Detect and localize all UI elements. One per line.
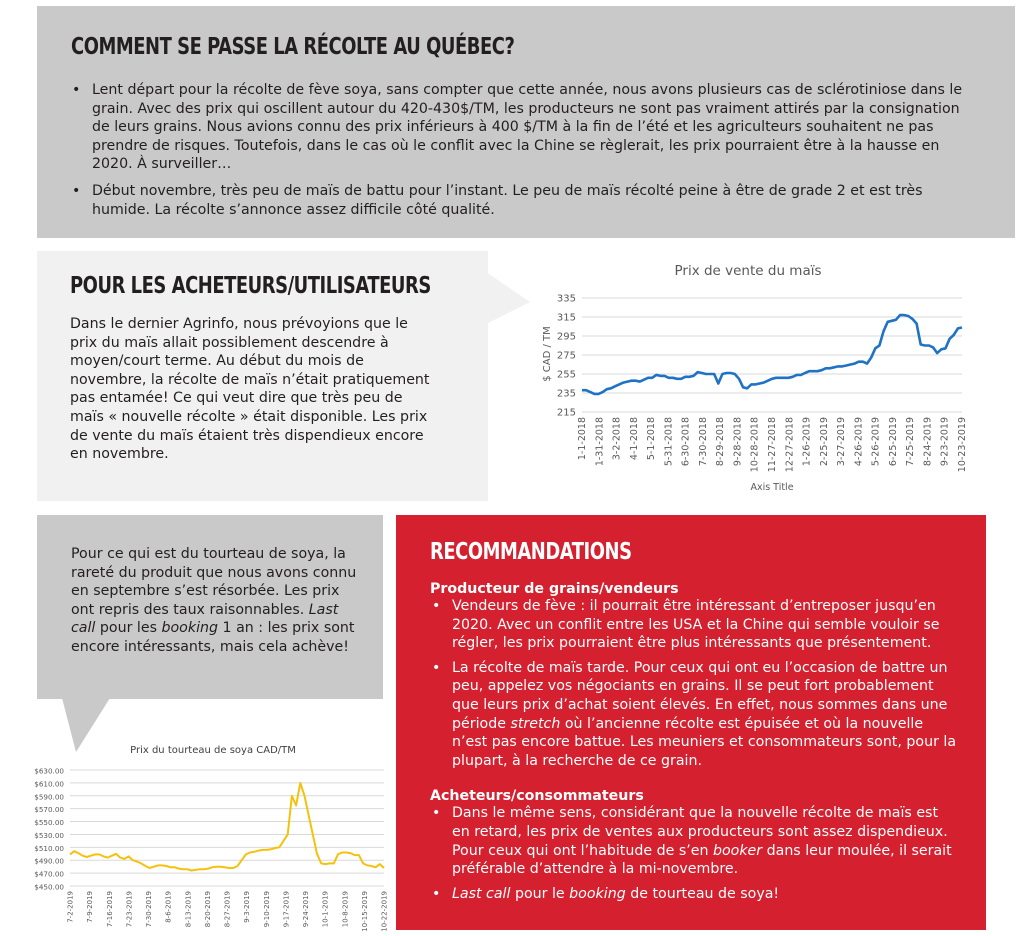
soy-ytick-label: $530.00 (34, 830, 64, 840)
buyer-bullet-soymeal-b: de tourteau de soya! (625, 885, 780, 902)
corn-ytick-label: 335 (556, 293, 576, 305)
buyers-title: POUR LES ACHETEURS/UTILISATEURS (70, 273, 431, 299)
corn-chart-xlabel: Axis Title (750, 482, 794, 493)
soy-xtick-label: 9-10-2019 (262, 891, 271, 928)
soymeal-text (71, 545, 361, 657)
soy-ytick-label: $630.00 (34, 766, 64, 776)
corn-ytick-label: 255 (556, 369, 576, 381)
soy-xtick-label: 10-1-2019 (321, 891, 330, 928)
producer-bullet-corn-stretch: stretch (510, 715, 561, 732)
soy-xtick-label: 8-27-2019 (223, 891, 232, 928)
corn-xtick-label: 10-28-2018 (749, 417, 761, 473)
corn-xtick-label: 5-31-2018 (663, 417, 675, 467)
corn-xtick-label: 5-1-2018 (646, 417, 658, 461)
buyer-bullet-soymeal-a: pour le (510, 885, 570, 902)
corn-xtick-label: 8-24-2019 (922, 417, 934, 467)
producer-bullet-soy: • Vendeurs de fève : il pourrait être intéressant d’entreposer jusqu’en 2020. Avec un conflit entre les USA et la Chine qui semble vouloir se régler, les prix pourraient être plus intéressants que présentement. (430, 597, 960, 653)
soymeal-text-lastcall: Last call (71, 601, 339, 637)
soy-xtick-label: 7-2-2019 (66, 891, 75, 923)
soy-xtick-label: 10-22-2019 (380, 891, 389, 932)
soy-xtick-label: 7-23-2019 (125, 891, 134, 928)
soy-xtick-label: 9-24-2019 (302, 891, 310, 928)
soy-ytick-label: $470.00 (34, 869, 64, 879)
corn-xtick-label: 9-28-2018 (732, 417, 744, 467)
soy-ytick-label: $550.00 (34, 818, 64, 828)
corn-ytick-label: 275 (556, 350, 576, 362)
soy-xtick-label: 7-30-2019 (145, 891, 153, 928)
buyer-bullet-soymeal (430, 885, 960, 904)
buyer-bullet-booking: booking (569, 885, 626, 902)
corn-xtick-label: 5-26-2019 (870, 417, 882, 467)
soy-ytick-label: $490.00 (34, 856, 64, 866)
soy-xtick-label: 8-6-2019 (164, 891, 173, 923)
corn-xtick-label: 1-31-2018 (594, 417, 606, 467)
corn-ytick-label: 295 (556, 331, 576, 343)
corn-xtick-label: 3-27-2019 (836, 417, 848, 467)
quebec-harvest-box (37, 6, 1015, 238)
quebec-harvest-list (70, 81, 970, 219)
soy-xtick-label: 10-8-2019 (341, 891, 350, 928)
corn-xtick-label: 6-25-2019 (887, 417, 899, 467)
corn-xtick-label: 2-25-2019 (818, 417, 830, 467)
soy-ytick-label: $450.00 (34, 882, 64, 892)
recommendations-content (430, 581, 960, 903)
buyer-bullet-corn-a: Dans le même sens, considérant que la nouvelle récolte de maïs est en retard, les prix de ventes aux producteurs sont assez dispendieux. Pour ceux qui ont l’habitude de s’en (452, 805, 948, 859)
corn-xtick-label: 7-25-2019 (905, 417, 917, 467)
buyer-bullet-corn-booker: booker (712, 842, 763, 859)
soy-xtick-label: 8-20-2019 (203, 891, 212, 928)
soy-ytick-label: $570.00 (34, 805, 64, 815)
buyer-list (430, 804, 960, 903)
corn-xtick-label: 3-2-2018 (611, 417, 623, 461)
soy-ytick-label: $590.00 (34, 792, 64, 802)
soymeal-text-booking: booking (161, 620, 219, 637)
soy-chart-title: Prix du tourteau de soya CAD/TM (130, 745, 296, 756)
soymeal-box (37, 515, 383, 699)
soy-ytick-label: $610.00 (34, 779, 64, 789)
corn-xtick-label: 6-30-2018 (680, 417, 692, 467)
producer-bullet-corn (430, 659, 960, 771)
corn-xtick-label: 4-26-2019 (853, 417, 865, 467)
producer-heading: Producteur de grains/vendeurs (430, 581, 679, 597)
corn-chart-title: Prix de vente du maïs (674, 263, 822, 279)
corn-ytick-label: 215 (556, 407, 576, 419)
corn-xtick-label: 1-1-2018 (577, 417, 588, 461)
corn-price-chart (530, 250, 995, 502)
recommendations-box (396, 515, 986, 930)
soy-xtick-label: 8-13-2019 (184, 891, 193, 928)
soymeal-text-1: Pour ce qui est du tourteau de soya, la rareté du produit que nous avons connu en septembre s’est résorbée. Les prix ont repris des taux raisonnables. (71, 546, 357, 618)
corn-chart-ylabel: $ CAD / TM (542, 326, 553, 382)
soy-xtick-label: 9-3-2019 (243, 891, 252, 923)
soymeal-text-3: 1 an : les prix sont encore intéressants, mais cela achève! (71, 620, 355, 655)
buyer-bullet-corn-b: dans leur moulée, il serait préférable d’attendre à la mi-novembre. (452, 842, 952, 878)
quebec-harvest-title: COMMENT SE PASSE LA RÉCOLTE AU QUÉBEC? (71, 34, 515, 60)
buyers-text: Dans le dernier Agrinfo, nous prévoyions que le prix du maïs allait possiblement descendre à moyen/court terme. Au début du mois de novembre, la récolte de maïs n’était pratiquement pas entamée! Ce qui veut dire que très peu de maïs « nouvelle récolte » était disponible. Les prix de vente du maïs étaient très dispendieux encore en novembre. (70, 316, 430, 463)
quebec-bullet-corn: • Début novembre, très peu de maïs de battu pour l’instant. Le peu de maïs récolté peine à être de grade 2 et est très humide. La récolte s’annonce assez difficile côté qualité. (70, 182, 970, 219)
corn-xtick-label: 4-1-2018 (628, 417, 640, 461)
corn-xtick-label: 9-23-2019 (939, 417, 951, 467)
soy-ytick-label: $510.00 (34, 843, 64, 853)
soymeal-text-2: pour les (95, 620, 162, 637)
buyers-bubble-pointer (486, 272, 536, 332)
soy-xtick-label: 10-15-2019 (360, 891, 369, 932)
soy-xtick-label: 9-17-2019 (282, 891, 291, 928)
corn-xtick-label: 7-30-2018 (697, 417, 709, 467)
corn-xtick-label: 12-27-2018 (784, 417, 796, 473)
soy-xtick-label: 7-9-2019 (86, 891, 95, 923)
recommendations-title: RECOMMANDATIONS (430, 539, 632, 565)
corn-xtick-label: 10-23-2019 (957, 417, 968, 473)
buyer-heading: Acheteurs/consommateurs (430, 788, 644, 805)
corn-ytick-label: 315 (556, 312, 576, 324)
quebec-bullet-soy: • Lent départ pour la récolte de fève soya, sans compter que cette année, nous avons plusieurs cas de sclérotiniose dans le grain. Avec des prix qui oscillent autour du 420-430$/TM, les producteurs ne sont pas vraiment attirés par la consignation de leurs grains. Nous avions connu des prix inférieurs à 400 $/TM à la fin de l’été et les agriculteurs souhaitent ne pas prendre de risques. Toutefois, dans le cas où le conflit avec la Chine se règlerait, les prix pourraient être à la hausse en 2020. À surveiller… (70, 81, 970, 174)
producer-list (430, 597, 960, 770)
buyer-bullet-lastcall: Last call (452, 885, 511, 902)
corn-ytick-label: 235 (556, 388, 576, 400)
corn-xtick-label: 1-26-2019 (801, 417, 813, 467)
buyers-box (37, 251, 488, 501)
corn-xtick-label: 11-27-2018 (767, 417, 778, 473)
soy-xtick-label: 7-16-2019 (105, 891, 114, 928)
soymeal-price-chart (30, 736, 389, 936)
producer-bullet-corn-a: La récolte de maïs tarde. Pour ceux qui ont eu l’occasion de battre un peu, appelez vos négociants en grains. Il se peut fort probablement que leurs prix d’achat soient élevés. En effet, nous sommes dans une période (452, 659, 948, 732)
corn-xtick-label: 8-29-2018 (715, 417, 727, 467)
buyer-bullet-corn (430, 804, 960, 878)
producer-bullet-corn-b: où l’ancienne récolte est épuisée et où la nouvelle n’est pas encore battue. Les meuniers et consommateurs sont, pour la plupart, à la recherche de ce grain. (452, 715, 957, 769)
